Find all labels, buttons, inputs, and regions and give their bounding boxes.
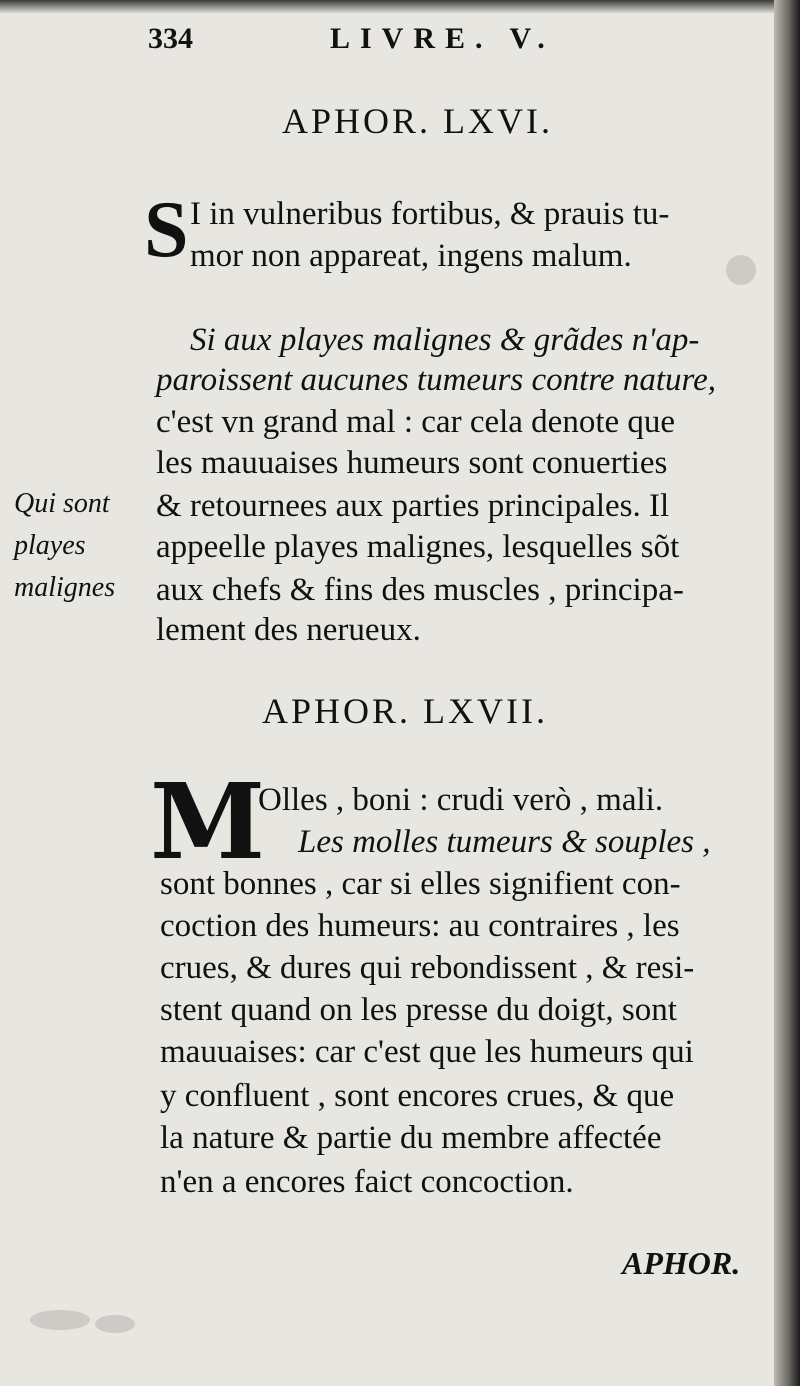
catchword: APHOR. <box>622 1245 741 1281</box>
french-line: paroissent aucunes tumeurs contre nature, <box>156 362 717 398</box>
margin-note-line: playes <box>14 530 86 561</box>
french-line: Si aux playes malignes & grãdes n'ap- <box>190 322 700 358</box>
french-line: sont bonnes , car si elles signifient con- <box>160 866 681 902</box>
french-line: n'en a encores faict concoction. <box>160 1164 574 1200</box>
french-line: & retournees aux parties principales. Il <box>156 488 670 524</box>
running-head: LIVRE. V. <box>330 22 555 55</box>
margin-note-line: Qui sont <box>14 488 110 519</box>
french-line: c'est vn grand mal : car cela denote que <box>156 404 676 440</box>
french-line: crues, & dures qui rebondissent , & resi- <box>160 950 695 986</box>
french-line: mauuaises: car c'est que les humeurs qui <box>160 1034 694 1070</box>
french-line: appeelle playes malignes, lesquelles sõt <box>156 529 680 565</box>
french-line: y confluent , sont encores crues, & que <box>160 1078 675 1114</box>
paper-stain <box>726 255 756 285</box>
french-line: les mauuaises humeurs sont conuerties <box>156 445 668 481</box>
page-top-edge <box>0 0 800 14</box>
paper-stain <box>95 1315 135 1333</box>
page-header <box>140 22 660 62</box>
french-line: aux chefs & fins des muscles , principa- <box>156 572 684 608</box>
drop-cap: S <box>144 186 189 274</box>
aphorism-heading: APHOR. LXVI. <box>282 101 554 141</box>
french-line: Les molles tumeurs & souples , <box>298 824 711 860</box>
french-line: la nature & partie du membre affectée <box>160 1120 662 1156</box>
aphorism-heading: APHOR. LXVII. <box>262 691 548 731</box>
margin-note-line: malignes <box>14 572 116 603</box>
paper-stain <box>30 1310 90 1330</box>
spine-shadow <box>774 0 800 1386</box>
drop-cap: M <box>150 760 266 883</box>
french-line: stent quand on les presse du doigt, sont <box>160 992 677 1028</box>
latin-line: Olles , boni : crudi verò , mali. <box>258 782 664 818</box>
french-line: lement des nerueux. <box>156 612 421 648</box>
french-line: coction des humeurs: au contraires , les <box>160 908 680 944</box>
latin-line: I in vulneribus fortibus, & prauis tu- <box>190 196 670 232</box>
latin-line: mor non appareat, ingens malum. <box>190 238 632 274</box>
page-number: 334 <box>148 22 193 55</box>
